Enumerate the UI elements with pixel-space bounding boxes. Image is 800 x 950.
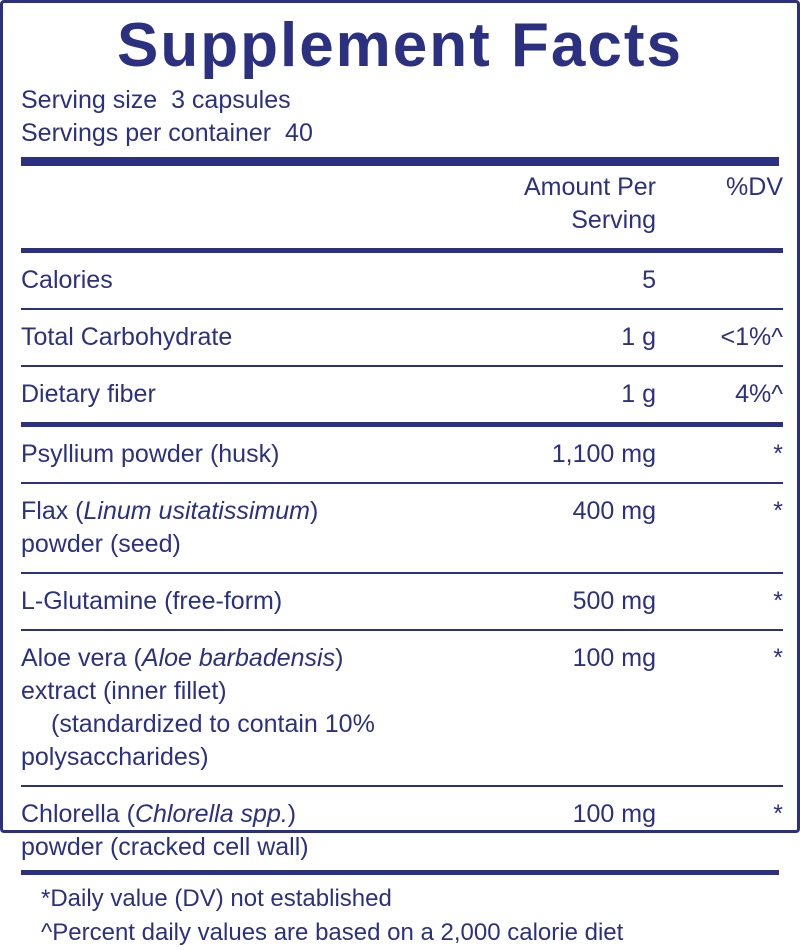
row-dv: * [773,497,783,526]
row-name-italic: Chlorella spp. [134,800,288,829]
servings-per-container-label: Servings per container [21,118,272,147]
divider-header [21,243,783,259]
row-amount: 100 mg [572,644,656,673]
header-dv: %DV [726,173,783,202]
divider-section [21,417,783,433]
divider-footnotes [21,870,779,875]
divider-top [21,157,779,166]
footnotes [21,882,779,950]
footnote-percent-daily-values: ^Percent daily values are based on a 2,000 calorie diet [41,919,624,947]
page-title: Supplement Facts [117,11,683,80]
row-dv: * [773,800,783,829]
row-name-line2: powder (cracked cell wall) [21,833,309,862]
row-name: Psyllium powder (husk) [21,440,280,469]
row-dv: <1%^ [720,323,783,352]
row-name-post: ) [309,497,319,526]
table-row [21,259,783,303]
serving-size-line [21,84,779,117]
row-dv: * [773,644,783,673]
divider [21,477,783,490]
row-dv: 4%^ [735,380,783,409]
row-name: Dietary fiber [21,380,156,409]
row-name-italic: Linum usitatissimum [83,497,310,526]
row-name-line3: (standardized to contain 10% polysaccharides) [21,710,375,772]
header-name [21,166,441,243]
row-amount: 400 mg [572,497,656,526]
table-row [21,490,783,567]
row-name: L-Glutamine (free-form) [21,587,283,616]
servings-per-container-line [21,117,779,150]
header-amount: Amount Per Serving [523,173,656,235]
row-dv: * [773,440,783,469]
table-row [21,316,783,360]
table-row [21,793,783,870]
table-header-row [21,166,783,243]
row-name-pre: Chlorella ( [21,800,135,829]
row-dv: * [773,587,783,616]
serving-size-value: 3 capsules [171,86,291,115]
table-row [21,580,783,624]
divider [21,624,783,637]
row-amount: 5 [642,266,656,295]
row-amount: 1,100 mg [551,440,656,469]
table-row [21,637,783,780]
table-row [21,373,783,417]
serving-size-label: Serving size [21,86,158,115]
divider [21,567,783,580]
row-amount: 100 mg [572,800,656,829]
row-name: Total Carbohydrate [21,323,233,352]
divider [21,303,783,316]
row-dv [656,259,783,303]
row-name-line2: extract (inner fillet) [21,677,227,706]
row-name [21,490,441,567]
row-name [21,637,441,780]
divider [21,360,783,373]
row-amount: 1 g [621,323,656,352]
divider [21,780,783,793]
table-row [21,433,783,477]
nutrition-table [21,166,783,870]
footnote-dv-not-established: *Daily value (DV) not established [41,885,392,913]
row-name [21,793,441,870]
row-name-pre: Flax ( [21,497,84,526]
row-name-post: ) [335,644,344,673]
servings-per-container-value: 40 [285,118,313,147]
row-name-italic: Aloe barbadensis [141,644,336,673]
row-name-post: ) [287,800,297,829]
row-amount: 1 g [621,380,656,409]
row-name-pre: Aloe vera ( [21,644,142,673]
row-amount: 500 mg [572,587,656,616]
row-name: Calories [21,266,113,295]
row-name-line2: powder (seed) [21,530,181,559]
